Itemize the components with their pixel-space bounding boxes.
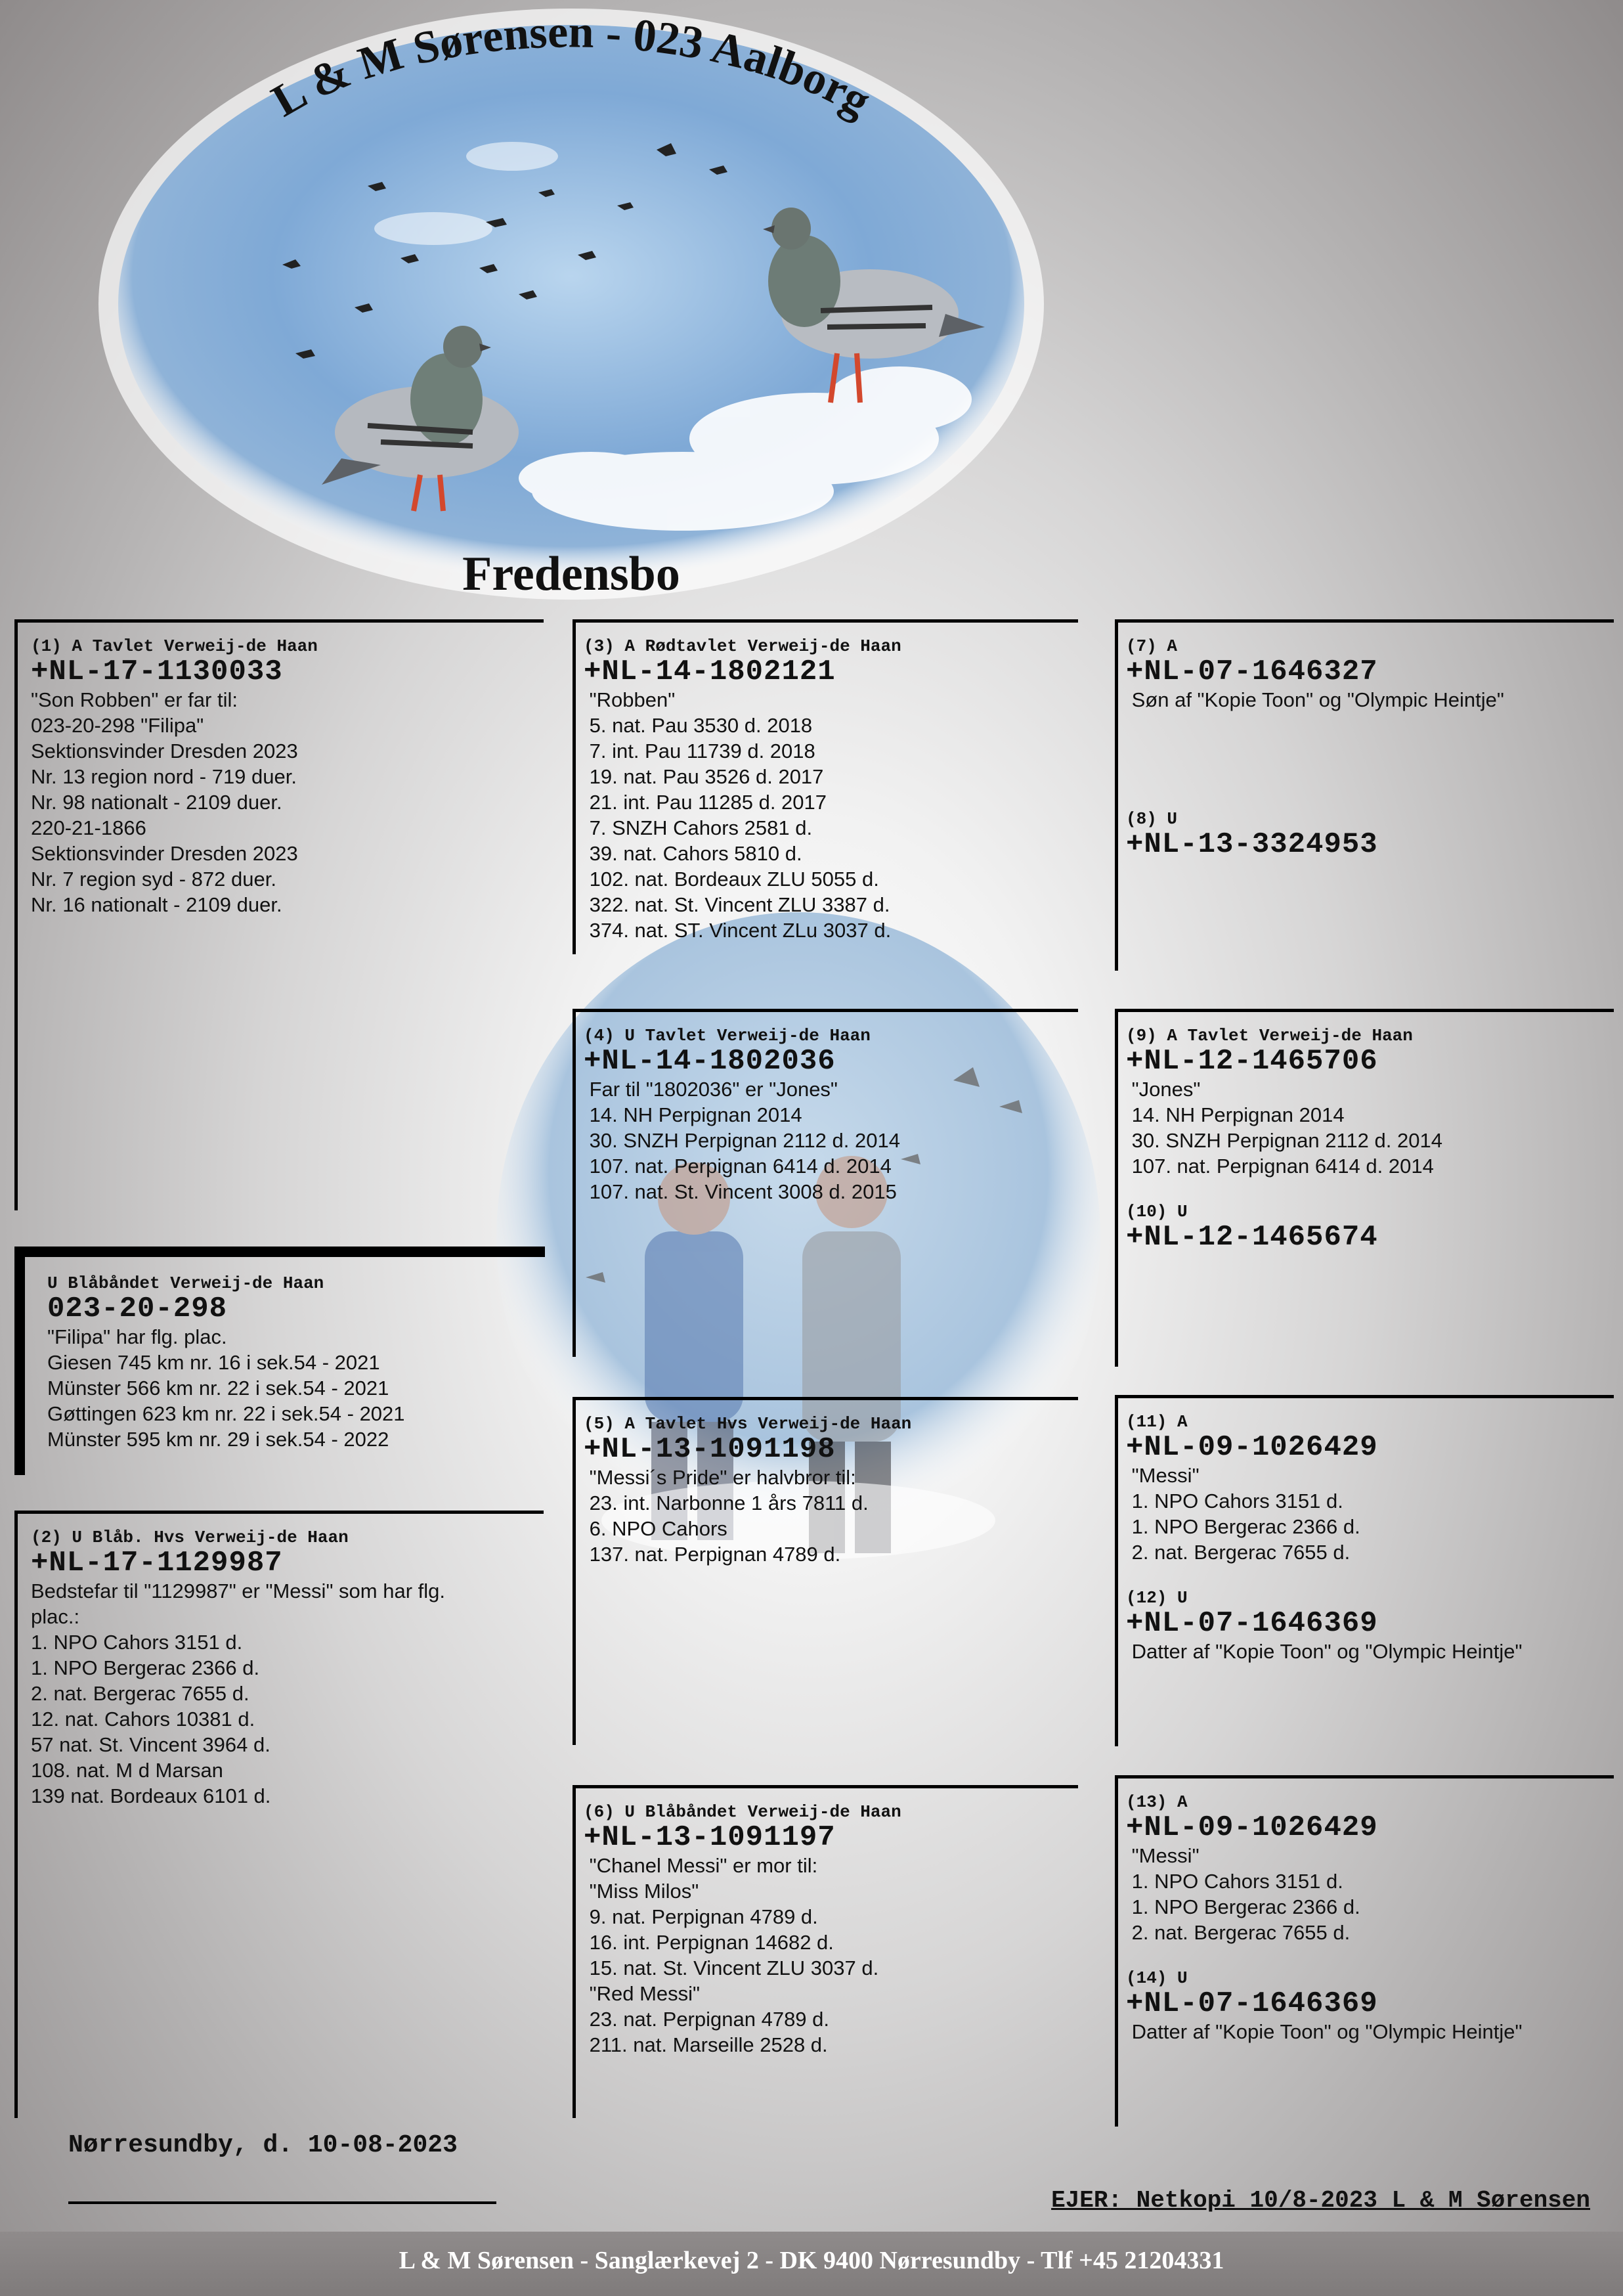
pedigree-box-1 [14, 619, 544, 1210]
result-line: Datter af "Kopie Toon" og "Olympic Heintje" [1126, 1640, 1523, 1663]
result-line: "Robben" [584, 688, 676, 711]
result-line: 15. nat. St. Vincent ZLU 3037 d. [584, 1956, 879, 1979]
ancestor-heading: (1) A Tavlet Verweij-de Haan [31, 636, 318, 656]
result-line: Münster 595 km nr. 29 i sek.54 - 2022 [47, 1428, 389, 1451]
ring-number: +NL-09-1026429 [1126, 1811, 1378, 1844]
result-line: plac.: [31, 1605, 80, 1628]
result-line: Münster 566 km nr. 22 i sek.54 - 2021 [47, 1377, 389, 1400]
result-line: Nr. 7 region syd - 872 duer. [31, 868, 276, 891]
result-line: 102. nat. Bordeaux ZLU 5055 d. [584, 868, 879, 891]
result-line: 14. NH Perpignan 2014 [1126, 1103, 1345, 1126]
result-line: Nr. 13 region nord - 719 duer. [31, 765, 297, 788]
result-line: 57 nat. St. Vincent 3964 d. [31, 1733, 270, 1756]
pedigree-box-7-8 [1115, 619, 1614, 971]
result-line: 139 nat. Bordeaux 6101 d. [31, 1784, 271, 1807]
result-line: 19. nat. Pau 3526 d. 2017 [584, 765, 824, 788]
result-line: 7. SNZH Cahors 2581 d. [584, 816, 813, 839]
ancestor-heading: (2) U Blåb. Hvs Verweij-de Haan [31, 1528, 349, 1547]
result-line: 2. nat. Bergerac 7655 d. [1126, 1541, 1351, 1564]
result-line: Sektionsvinder Dresden 2023 [31, 842, 298, 865]
pedigree-box-4 [573, 1009, 1078, 1357]
result-line: "Miss Milos" [584, 1880, 699, 1903]
result-line: 6. NPO Cahors [584, 1517, 727, 1540]
ancestor-heading: (10) U [1126, 1202, 1188, 1222]
pedigree-box-6 [573, 1785, 1078, 2118]
result-line: 1. NPO Cahors 3151 d. [1126, 1870, 1343, 1893]
ring-number: +NL-14-1802036 [584, 1045, 836, 1078]
result-line: 23. int. Narbonne 1 års 7811 d. [584, 1491, 869, 1514]
ring-number: +NL-13-3324953 [1126, 828, 1378, 861]
result-line: 211. nat. Marseille 2528 d. [584, 2033, 828, 2056]
ancestor-heading: (5) A Tavlet Hvs Verweij-de Haan [584, 1414, 912, 1434]
result-line: 30. SNZH Perpignan 2112 d. 2014 [1126, 1129, 1442, 1152]
place-date: Nørresundby, d. 10-08-2023 [68, 2131, 458, 2159]
ring-number: +NL-13-1091197 [584, 1821, 836, 1854]
result-line: Bedstefar til "1129987" er "Messi" som har flg. [31, 1579, 446, 1602]
ancestor-heading: (9) A Tavlet Verweij-de Haan [1126, 1026, 1413, 1046]
ring-number: +NL-17-1129987 [31, 1547, 283, 1579]
ring-number: +NL-12-1465674 [1126, 1221, 1378, 1254]
pedigree-box-2 [14, 1511, 544, 2118]
result-line: "Messi´s Pride" er halvbror til: [584, 1466, 856, 1489]
result-line: "Messi" [1126, 1464, 1200, 1487]
ancestor-heading: (8) U [1126, 809, 1178, 829]
result-line: 39. nat. Cahors 5810 d. [584, 842, 802, 865]
result-line: 7. int. Pau 11739 d. 2018 [584, 740, 815, 762]
ring-number: +NL-12-1465706 [1126, 1045, 1378, 1078]
result-line: Datter af "Kopie Toon" og "Olympic Heintje" [1126, 2020, 1523, 2043]
result-line: "Son Robben" er far til: [31, 688, 238, 711]
result-line: Nr. 16 nationalt - 2109 duer. [31, 893, 282, 916]
result-line: Far til "1802036" er "Jones" [584, 1078, 838, 1101]
signature-line [68, 2201, 496, 2204]
ancestor-heading: (7) A [1126, 636, 1178, 656]
result-line: Nr. 98 nationalt - 2109 duer. [31, 791, 282, 814]
ring-number: +NL-07-1646369 [1126, 1987, 1378, 2020]
header-oval-image [92, 5, 1050, 609]
result-line: Giesen 745 km nr. 16 i sek.54 - 2021 [47, 1351, 380, 1374]
ancestor-heading: (13) A [1126, 1792, 1188, 1812]
result-line: Gøttingen 623 km nr. 22 i sek.54 - 2021 [47, 1402, 405, 1425]
result-line: "Jones" [1126, 1078, 1201, 1101]
ancestor-heading: (3) A Rødtavlet Verweij-de Haan [584, 636, 901, 656]
result-line: 2. nat. Bergerac 7655 d. [1126, 1921, 1351, 1944]
result-line: 23. nat. Perpignan 4789 d. [584, 2008, 830, 2031]
result-line: 023-20-298 "Filipa" [31, 714, 204, 737]
result-line: "Red Messi" [584, 1982, 701, 2005]
result-line: 1. NPO Bergerac 2366 d. [1126, 1895, 1360, 1918]
header-subtitle: Fredensbo [462, 547, 680, 601]
result-line: "Chanel Messi" er mor til: [584, 1854, 818, 1877]
pedigree-box-5 [573, 1397, 1078, 1745]
result-line: 12. nat. Cahors 10381 d. [31, 1708, 255, 1731]
result-line: 220-21-1866 [31, 816, 146, 839]
result-line: 107. nat. Perpignan 6414 d. 2014 [584, 1155, 892, 1178]
result-line: Sektionsvinder Dresden 2023 [31, 740, 298, 762]
subject-ring-number: 023-20-298 [47, 1292, 228, 1325]
ancestor-heading: (11) A [1126, 1412, 1188, 1432]
result-line: 1. NPO Cahors 3151 d. [1126, 1490, 1343, 1512]
ring-number: +NL-07-1646369 [1126, 1607, 1378, 1640]
result-line: 374. nat. ST. Vincent ZLu 3037 d. [584, 919, 892, 942]
result-line: 9. nat. Perpignan 4789 d. [584, 1905, 818, 1928]
result-line: 21. int. Pau 11285 d. 2017 [584, 791, 827, 814]
result-line: 1. NPO Bergerac 2366 d. [31, 1656, 260, 1679]
pedigree-box-3 [573, 619, 1078, 954]
ring-number: +NL-14-1802121 [584, 655, 836, 688]
result-line: 5. nat. Pau 3530 d. 2018 [584, 714, 813, 737]
footer-address: L & M Sørensen - Sanglærkevej 2 - DK 9400 Nørresundby - Tlf +45 21204331 [399, 2247, 1224, 2274]
result-line: 1. NPO Bergerac 2366 d. [1126, 1515, 1360, 1538]
result-line: 2. nat. Bergerac 7655 d. [31, 1682, 249, 1705]
result-line: 108. nat. M d Marsan [31, 1759, 223, 1782]
ring-number: +NL-07-1646327 [1126, 655, 1378, 688]
result-line: "Messi" [1126, 1844, 1200, 1867]
ring-number: +NL-13-1091198 [584, 1433, 836, 1466]
ancestor-heading: (12) U [1126, 1588, 1188, 1608]
result-line: "Filipa" har flg. plac. [47, 1325, 227, 1348]
result-line: 30. SNZH Perpignan 2112 d. 2014 [584, 1129, 900, 1152]
pedigree-box-13-14 [1115, 1775, 1614, 2127]
ring-number: +NL-09-1026429 [1126, 1431, 1378, 1464]
result-line: 322. nat. St. Vincent ZLU 3387 d. [584, 893, 890, 916]
result-line: 137. nat. Perpignan 4789 d. [584, 1543, 841, 1566]
owner-line: EJER: Netkopi 10/8-2023 L & M Sørensen [1051, 2187, 1590, 2214]
ancestor-heading: (6) U Blåbåndet Verweij-de Haan [584, 1802, 901, 1822]
result-line: Søn af "Kopie Toon" og "Olympic Heintje" [1126, 688, 1504, 711]
result-line: 1. NPO Cahors 3151 d. [31, 1631, 243, 1654]
subject-heading: U Blåbåndet Verweij-de Haan [47, 1273, 324, 1293]
ring-number: +NL-17-1130033 [31, 655, 283, 688]
ancestor-heading: (4) U Tavlet Verweij-de Haan [584, 1026, 871, 1046]
pedigree-box-9-10 [1115, 1009, 1614, 1367]
pedigree-box-subject [14, 1247, 545, 1475]
pedigree-box-11-12 [1115, 1395, 1614, 1746]
header-title-arc: L & M Sørensen - 023 Aalborg [263, 7, 879, 127]
result-line: 14. NH Perpignan 2014 [584, 1103, 802, 1126]
result-line: 16. int. Perpignan 14682 d. [584, 1931, 834, 1954]
result-line: 107. nat. St. Vincent 3008 d. 2015 [584, 1180, 897, 1203]
result-line: 107. nat. Perpignan 6414 d. 2014 [1126, 1155, 1434, 1178]
ancestor-heading: (14) U [1126, 1968, 1188, 1988]
